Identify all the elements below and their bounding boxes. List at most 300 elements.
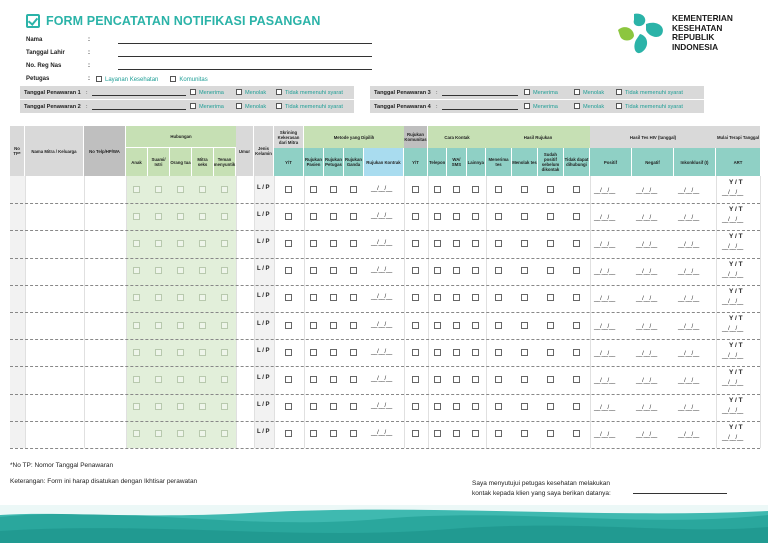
header-skrining-yt: Y/T	[274, 148, 304, 176]
metode-checkbox[interactable]	[350, 349, 357, 356]
hasil-tes-date[interactable]: __/__/__	[678, 269, 699, 276]
hubungan-checkbox[interactable]	[155, 186, 162, 193]
metode-date[interactable]: __/__/__	[371, 294, 392, 301]
metode-checkbox[interactable]	[310, 240, 317, 247]
jenis-kelamin-value[interactable]: L / P	[257, 266, 270, 273]
cara-kontak-checkbox[interactable]	[453, 430, 460, 437]
metode-checkbox[interactable]	[310, 430, 317, 437]
checkbox-icon[interactable]	[170, 76, 176, 82]
hasil-rujukan-checkbox[interactable]	[573, 376, 580, 383]
hasil-rujukan-checkbox[interactable]	[495, 322, 502, 329]
art-date[interactable]: __/__/__	[722, 298, 743, 305]
hubungan-checkbox[interactable]	[199, 240, 206, 247]
metode-checkbox[interactable]	[310, 267, 317, 274]
metode-checkbox[interactable]	[350, 213, 357, 220]
rujukan-checkbox[interactable]	[412, 322, 419, 329]
hasil-rujukan-checkbox[interactable]	[521, 322, 528, 329]
hasil-rujukan-checkbox[interactable]	[495, 376, 502, 383]
skrining-checkbox[interactable]	[285, 294, 292, 301]
hasil-rujukan-checkbox[interactable]	[547, 322, 554, 329]
hubungan-checkbox[interactable]	[177, 240, 184, 247]
hubungan-checkbox[interactable]	[155, 294, 162, 301]
hasil-rujukan-checkbox[interactable]	[547, 376, 554, 383]
cara-kontak-checkbox[interactable]	[434, 376, 441, 383]
metode-checkbox[interactable]	[330, 376, 337, 383]
metode-checkbox[interactable]	[310, 376, 317, 383]
metode-checkbox[interactable]	[310, 213, 317, 220]
metode-checkbox[interactable]	[310, 294, 317, 301]
cara-kontak-checkbox[interactable]	[434, 186, 441, 193]
art-date[interactable]: __/__/__	[722, 271, 743, 278]
offer-row-2: Tanggal Penawaran 2 : Menerima Menolak Tidak memenuhi syarat	[20, 100, 354, 113]
cara-kontak-checkbox[interactable]	[453, 349, 460, 356]
jenis-kelamin-value[interactable]: L / P	[257, 402, 270, 409]
hubungan-checkbox[interactable]	[199, 403, 206, 410]
metode-checkbox[interactable]	[310, 322, 317, 329]
field-label: Petugas	[26, 76, 50, 82]
header-hasil-sub: Menolak tes	[512, 148, 538, 176]
hasil-tes-date[interactable]: __/__/__	[594, 350, 615, 357]
hasil-tes-date[interactable]: __/__/__	[678, 323, 699, 330]
metode-checkbox[interactable]	[330, 322, 337, 329]
hasil-rujukan-checkbox[interactable]	[573, 240, 580, 247]
hubungan-checkbox[interactable]	[177, 213, 184, 220]
header-hasil-rujukan: Hasil Rujukan	[486, 126, 590, 148]
jenis-kelamin-value[interactable]: L / P	[257, 429, 270, 436]
rujukan-checkbox[interactable]	[412, 349, 419, 356]
hasil-rujukan-checkbox[interactable]	[495, 240, 502, 247]
cara-kontak-checkbox[interactable]	[434, 213, 441, 220]
offer-row-1: Tanggal Penawaran 1 : Menerima Menolak Tidak memenuhi syarat	[20, 86, 354, 99]
hasil-rujukan-checkbox[interactable]	[495, 403, 502, 410]
metode-checkbox[interactable]	[330, 186, 337, 193]
hubungan-checkbox[interactable]	[133, 430, 140, 437]
cara-kontak-checkbox[interactable]	[472, 213, 479, 220]
metode-checkbox[interactable]	[350, 430, 357, 437]
hasil-tes-date[interactable]: __/__/__	[678, 350, 699, 357]
hubungan-checkbox[interactable]	[199, 267, 206, 274]
hasil-tes-date[interactable]: __/__/__	[636, 269, 657, 276]
hubungan-checkbox[interactable]	[177, 349, 184, 356]
hubungan-checkbox[interactable]	[133, 403, 140, 410]
field-petugas: Petugas :	[26, 76, 90, 82]
hasil-tes-date[interactable]: __/__/__	[636, 432, 657, 439]
petugas-option-komunitas[interactable]: Komunitas	[170, 76, 207, 83]
header-hubungan: Hubungan	[126, 126, 236, 148]
art-date[interactable]: __/__/__	[722, 326, 743, 332]
skrining-checkbox[interactable]	[285, 267, 292, 274]
hasil-tes-date[interactable]: __/__/__	[636, 405, 657, 412]
hasil-tes-date[interactable]: __/__/__	[636, 214, 657, 221]
art-yt-value[interactable]: Y / T	[729, 342, 743, 350]
hasil-rujukan-checkbox[interactable]	[573, 349, 580, 356]
hasil-rujukan-checkbox[interactable]	[521, 186, 528, 193]
hasil-tes-date[interactable]: __/__/__	[594, 242, 615, 248]
header-cara-sub: Lainnya	[467, 148, 486, 176]
metode-date[interactable]: __/__/__	[371, 348, 392, 355]
checkbox-icon[interactable]	[96, 76, 102, 82]
jenis-kelamin-value[interactable]: L / P	[257, 347, 270, 354]
hubungan-checkbox[interactable]	[177, 186, 184, 193]
cara-kontak-checkbox[interactable]	[472, 376, 479, 383]
hasil-tes-date[interactable]: __/__/__	[636, 187, 657, 194]
cara-kontak-checkbox[interactable]	[472, 240, 479, 247]
metode-checkbox[interactable]	[350, 403, 357, 410]
rujukan-checkbox[interactable]	[412, 267, 419, 274]
jenis-kelamin-value[interactable]: L / P	[257, 375, 270, 381]
art-yt-value[interactable]: Y / T	[729, 260, 743, 268]
metode-date[interactable]: __/__/__	[371, 321, 392, 328]
art-yt-value[interactable]: Y / T	[729, 369, 743, 377]
cara-kontak-checkbox[interactable]	[434, 322, 441, 329]
field-tanggal-lahir: Tanggal Lahir :	[26, 50, 65, 56]
header-nama: Nama Mitra / Keluarga	[25, 126, 84, 176]
metode-checkbox[interactable]	[350, 376, 357, 383]
skrining-checkbox[interactable]	[285, 240, 292, 247]
hubungan-checkbox[interactable]	[221, 213, 228, 220]
hasil-tes-date[interactable]: __/__/__	[594, 214, 615, 221]
form-title-row	[26, 14, 321, 28]
skrining-checkbox[interactable]	[285, 349, 292, 356]
hasil-tes-date[interactable]: __/__/__	[594, 187, 615, 194]
petugas-option-layanan[interactable]: Layanan Kesehatan	[96, 76, 158, 83]
metode-date[interactable]: __/__/__	[371, 403, 392, 410]
consent-text: Saya menyutujui petugas kesehatan melakukan kontak kepada klien yang saya berikan datanya:	[472, 480, 611, 497]
header-hubungan-sub: Orang tua	[170, 148, 192, 176]
hasil-rujukan-checkbox[interactable]	[521, 213, 528, 220]
hasil-rujukan-checkbox[interactable]	[495, 430, 502, 437]
rujukan-checkbox[interactable]	[412, 376, 419, 383]
cara-kontak-checkbox[interactable]	[472, 186, 479, 193]
hubungan-checkbox[interactable]	[155, 376, 162, 383]
hubungan-checkbox[interactable]	[199, 376, 206, 383]
hubungan-checkbox[interactable]	[221, 294, 228, 301]
header-skrining: Skrining Kekerasan dari Mitra	[274, 126, 304, 148]
table-row-divider	[10, 230, 760, 231]
hubungan-checkbox[interactable]	[221, 349, 228, 356]
art-yt-value[interactable]: Y / T	[729, 287, 743, 295]
cara-kontak-checkbox[interactable]	[453, 403, 460, 410]
jenis-kelamin-value[interactable]: L / P	[257, 239, 270, 245]
hasil-tes-date[interactable]: __/__/__	[636, 296, 657, 303]
hasil-rujukan-checkbox[interactable]	[573, 430, 580, 437]
hasil-tes-date[interactable]: __/__/__	[636, 242, 657, 248]
hasil-rujukan-checkbox[interactable]	[521, 294, 528, 301]
kemenkes-logo	[614, 10, 754, 60]
header-hasil-sub: Tidak dapat dihubungi	[564, 148, 590, 176]
table-row-divider	[10, 339, 760, 340]
hasil-rujukan-checkbox[interactable]	[573, 267, 580, 274]
hasil-rujukan-checkbox[interactable]	[521, 376, 528, 383]
hasil-rujukan-checkbox[interactable]	[547, 267, 554, 274]
hasil-tes-date[interactable]: __/__/__	[678, 296, 699, 303]
art-yt-value[interactable]: Y / T	[729, 423, 743, 431]
hasil-rujukan-checkbox[interactable]	[495, 349, 502, 356]
cara-kontak-checkbox[interactable]	[472, 403, 479, 410]
field-label: Tanggal Lahir	[26, 50, 65, 56]
art-yt-value[interactable]: Y / T	[729, 179, 743, 186]
header-no-tp: No TP*	[10, 126, 25, 176]
metode-checkbox[interactable]	[330, 294, 337, 301]
metode-date[interactable]: __/__/__	[371, 185, 392, 192]
hubungan-checkbox[interactable]	[199, 186, 206, 193]
hasil-rujukan-checkbox[interactable]	[547, 240, 554, 247]
hasil-tes-date[interactable]: __/__/__	[678, 432, 699, 439]
hubungan-checkbox[interactable]	[221, 403, 228, 410]
hasil-rujukan-checkbox[interactable]	[573, 186, 580, 193]
offer-date-line[interactable]	[442, 95, 518, 96]
cara-kontak-checkbox[interactable]	[434, 349, 441, 356]
jenis-kelamin-value[interactable]: L / P	[257, 320, 270, 327]
hubungan-checkbox[interactable]	[155, 267, 162, 274]
cara-kontak-checkbox[interactable]	[434, 267, 441, 274]
hasil-rujukan-checkbox[interactable]	[521, 240, 528, 247]
rujukan-checkbox[interactable]	[412, 403, 419, 410]
hubungan-checkbox[interactable]	[199, 349, 206, 356]
hubungan-checkbox[interactable]	[221, 240, 228, 247]
hubungan-checkbox[interactable]	[177, 376, 184, 383]
hubungan-checkbox[interactable]	[177, 294, 184, 301]
hasil-tes-date[interactable]: __/__/__	[594, 432, 615, 439]
metode-checkbox[interactable]	[350, 294, 357, 301]
header-hubungan-sub: Mitra seks	[192, 148, 214, 176]
keterangan-note: Keterangan: Form ini harap disatukan dengan Ikhtisar perawatan	[10, 478, 198, 485]
metode-checkbox[interactable]	[350, 240, 357, 247]
consent-signature-line[interactable]	[633, 493, 727, 494]
metode-date[interactable]: __/__/__	[371, 430, 392, 437]
cara-kontak-checkbox[interactable]	[434, 240, 441, 247]
rujukan-checkbox[interactable]	[412, 213, 419, 220]
metode-checkbox[interactable]	[330, 267, 337, 274]
header-hasil-tes: Hasil Tes HIV (tanggal)	[590, 126, 716, 148]
hasil-rujukan-checkbox[interactable]	[521, 430, 528, 437]
art-date[interactable]: __/__/__	[722, 217, 743, 224]
cara-kontak-checkbox[interactable]	[472, 294, 479, 301]
offer-date-line[interactable]	[92, 109, 186, 110]
metode-checkbox[interactable]	[350, 322, 357, 329]
hubungan-checkbox[interactable]	[177, 430, 184, 437]
hubungan-checkbox[interactable]	[155, 213, 162, 220]
hubungan-checkbox[interactable]	[221, 267, 228, 274]
rujukan-checkbox[interactable]	[412, 294, 419, 301]
field-input-line[interactable]	[118, 56, 372, 57]
offer-date-line[interactable]	[92, 95, 186, 96]
hasil-tes-date[interactable]: __/__/__	[678, 405, 699, 412]
art-date[interactable]: __/__/__	[722, 244, 743, 251]
hubungan-checkbox[interactable]	[221, 186, 228, 193]
cara-kontak-checkbox[interactable]	[453, 240, 460, 247]
hasil-rujukan-checkbox[interactable]	[573, 294, 580, 301]
header-metode-sub: Rujukan Kontrak	[364, 148, 404, 176]
header-hasil-sub: Sudah positif sebelum dikontak	[538, 148, 564, 176]
header-cara-kontak: Cara Kontak	[428, 126, 486, 148]
hasil-tes-date[interactable]: __/__/__	[636, 350, 657, 357]
hubungan-checkbox[interactable]	[221, 322, 228, 329]
art-date[interactable]: __/__/__	[722, 407, 743, 414]
hubungan-checkbox[interactable]	[133, 322, 140, 329]
table-row-divider	[10, 312, 760, 313]
hubungan-checkbox[interactable]	[199, 322, 206, 329]
header-hubungan-sub: Anak	[126, 148, 148, 176]
cara-kontak-checkbox[interactable]	[453, 267, 460, 274]
cara-kontak-checkbox[interactable]	[434, 403, 441, 410]
column-divider	[760, 176, 761, 448]
hasil-rujukan-checkbox[interactable]	[547, 213, 554, 220]
hubungan-checkbox[interactable]	[133, 294, 140, 301]
field-label: No. Reg Nas	[26, 63, 62, 69]
header-no-telp: No Telp/HP/WA	[84, 126, 126, 176]
hasil-rujukan-checkbox[interactable]	[547, 403, 554, 410]
hubungan-checkbox[interactable]	[133, 240, 140, 247]
hubungan-checkbox[interactable]	[221, 376, 228, 383]
hasil-rujukan-checkbox[interactable]	[547, 349, 554, 356]
table-row-divider	[10, 203, 760, 204]
hubungan-checkbox[interactable]	[221, 430, 228, 437]
art-date[interactable]: __/__/__	[722, 380, 743, 387]
skrining-checkbox[interactable]	[285, 186, 292, 193]
hasil-rujukan-checkbox[interactable]	[495, 186, 502, 193]
petugas-options	[96, 76, 208, 83]
metode-checkbox[interactable]	[330, 430, 337, 437]
rujukan-checkbox[interactable]	[412, 240, 419, 247]
table-row-divider	[10, 421, 760, 422]
hasil-tes-date[interactable]: __/__/__	[636, 323, 657, 330]
cara-kontak-checkbox[interactable]	[453, 376, 460, 383]
hasil-rujukan-checkbox[interactable]	[547, 294, 554, 301]
header-art: ART	[716, 148, 760, 176]
table-row-divider	[10, 448, 760, 449]
field-input-line[interactable]	[118, 69, 372, 70]
header-cara-sub: WA/ SMS	[447, 148, 466, 176]
skrining-checkbox[interactable]	[285, 322, 292, 329]
metode-checkbox[interactable]	[310, 349, 317, 356]
metode-checkbox[interactable]	[330, 349, 337, 356]
art-date[interactable]: __/__/__	[722, 353, 743, 360]
offer-date-line[interactable]	[442, 109, 518, 110]
metode-checkbox[interactable]	[330, 403, 337, 410]
hubungan-checkbox[interactable]	[177, 322, 184, 329]
hasil-tes-date[interactable]: __/__/__	[678, 242, 699, 248]
offer-row-3: Tanggal Penawaran 3 : Menerima Menolak Tidak memenuhi syarat	[370, 86, 704, 99]
cara-kontak-checkbox[interactable]	[472, 349, 479, 356]
hasil-tes-date[interactable]: __/__/__	[678, 214, 699, 221]
art-yt-value[interactable]: Y / T	[729, 233, 743, 241]
hasil-rujukan-checkbox[interactable]	[547, 186, 554, 193]
metode-checkbox[interactable]	[310, 186, 317, 193]
cara-kontak-checkbox[interactable]	[453, 294, 460, 301]
cara-kontak-checkbox[interactable]	[453, 213, 460, 220]
metode-checkbox[interactable]	[310, 403, 317, 410]
hasil-rujukan-checkbox[interactable]	[495, 213, 502, 220]
hasil-tes-date[interactable]: __/__/__	[594, 405, 615, 412]
hasil-rujukan-checkbox[interactable]	[573, 213, 580, 220]
rujukan-checkbox[interactable]	[412, 430, 419, 437]
hasil-rujukan-checkbox[interactable]	[573, 322, 580, 329]
hubungan-checkbox[interactable]	[199, 213, 206, 220]
field-input-line[interactable]	[118, 43, 372, 44]
hubungan-checkbox[interactable]	[133, 267, 140, 274]
jenis-kelamin-value[interactable]: L / P	[257, 293, 270, 300]
header-hubungan-sub: Teman menyuntik	[214, 148, 236, 176]
hubungan-checkbox[interactable]	[155, 322, 162, 329]
hubungan-checkbox[interactable]	[155, 430, 162, 437]
hubungan-checkbox[interactable]	[155, 403, 162, 410]
art-yt-value[interactable]: Y / T	[729, 396, 743, 404]
cara-kontak-checkbox[interactable]	[434, 430, 441, 437]
metode-checkbox[interactable]	[330, 240, 337, 247]
cara-kontak-checkbox[interactable]	[434, 294, 441, 301]
hasil-tes-date[interactable]: __/__/__	[594, 269, 615, 276]
cara-kontak-checkbox[interactable]	[453, 186, 460, 193]
hubungan-checkbox[interactable]	[177, 267, 184, 274]
art-date[interactable]: __/__/__	[722, 434, 743, 441]
hubungan-checkbox[interactable]	[155, 349, 162, 356]
hubungan-checkbox[interactable]	[133, 213, 140, 220]
header-rujukan-komunitas: Rujukan Komunitas	[404, 126, 428, 148]
jenis-kelamin-value[interactable]: L / P	[257, 211, 270, 218]
hasil-tes-date[interactable]: __/__/__	[636, 378, 657, 384]
metode-checkbox[interactable]	[350, 267, 357, 274]
hubungan-checkbox[interactable]	[133, 349, 140, 356]
hubungan-checkbox[interactable]	[155, 240, 162, 247]
metode-date[interactable]: __/__/__	[371, 376, 392, 382]
header-tes-sub: Inkonklusif (I)	[674, 148, 716, 176]
rujukan-checkbox[interactable]	[412, 186, 419, 193]
hubungan-checkbox[interactable]	[133, 186, 140, 193]
skrining-checkbox[interactable]	[285, 430, 292, 437]
hasil-rujukan-checkbox[interactable]	[547, 430, 554, 437]
skrining-checkbox[interactable]	[285, 376, 292, 383]
header-hubungan-sub: Suami/ Istri	[148, 148, 170, 176]
hasil-tes-date[interactable]: __/__/__	[678, 187, 699, 194]
metode-date[interactable]: __/__/__	[371, 212, 392, 219]
metode-checkbox[interactable]	[330, 213, 337, 220]
metode-checkbox[interactable]	[350, 186, 357, 193]
cara-kontak-checkbox[interactable]	[453, 322, 460, 329]
header-umur: Umur	[236, 126, 254, 176]
hasil-rujukan-checkbox[interactable]	[495, 267, 502, 274]
hasil-tes-date[interactable]: __/__/__	[594, 378, 615, 384]
art-date[interactable]: __/__/__	[722, 190, 743, 196]
table-row-divider	[10, 258, 760, 259]
hasil-tes-date[interactable]: __/__/__	[678, 378, 699, 384]
metode-date[interactable]: __/__/__	[371, 240, 392, 246]
cara-kontak-checkbox[interactable]	[472, 322, 479, 329]
hasil-rujukan-checkbox[interactable]	[521, 403, 528, 410]
hasil-tes-date[interactable]: __/__/__	[594, 296, 615, 303]
cara-kontak-checkbox[interactable]	[472, 267, 479, 274]
hubungan-checkbox[interactable]	[199, 430, 206, 437]
metode-date[interactable]: __/__/__	[371, 267, 392, 274]
hasil-rujukan-checkbox[interactable]	[521, 267, 528, 274]
hasil-tes-date[interactable]: __/__/__	[594, 323, 615, 330]
hasil-rujukan-checkbox[interactable]	[495, 294, 502, 301]
skrining-checkbox[interactable]	[285, 403, 292, 410]
hubungan-checkbox[interactable]	[177, 403, 184, 410]
hasil-rujukan-checkbox[interactable]	[521, 349, 528, 356]
table-row-divider	[10, 285, 760, 286]
offer-row-4: Tanggal Penawaran 4 : Menerima Menolak Tidak memenuhi syarat	[370, 100, 704, 113]
hasil-rujukan-checkbox[interactable]	[573, 403, 580, 410]
hubungan-checkbox[interactable]	[133, 376, 140, 383]
skrining-checkbox[interactable]	[285, 213, 292, 220]
table-row-divider	[10, 394, 760, 395]
cara-kontak-checkbox[interactable]	[472, 430, 479, 437]
hubungan-checkbox[interactable]	[199, 294, 206, 301]
art-yt-value[interactable]: Y / T	[729, 315, 743, 322]
jenis-kelamin-value[interactable]: L / P	[257, 184, 270, 191]
art-yt-value[interactable]: Y / T	[729, 206, 743, 214]
